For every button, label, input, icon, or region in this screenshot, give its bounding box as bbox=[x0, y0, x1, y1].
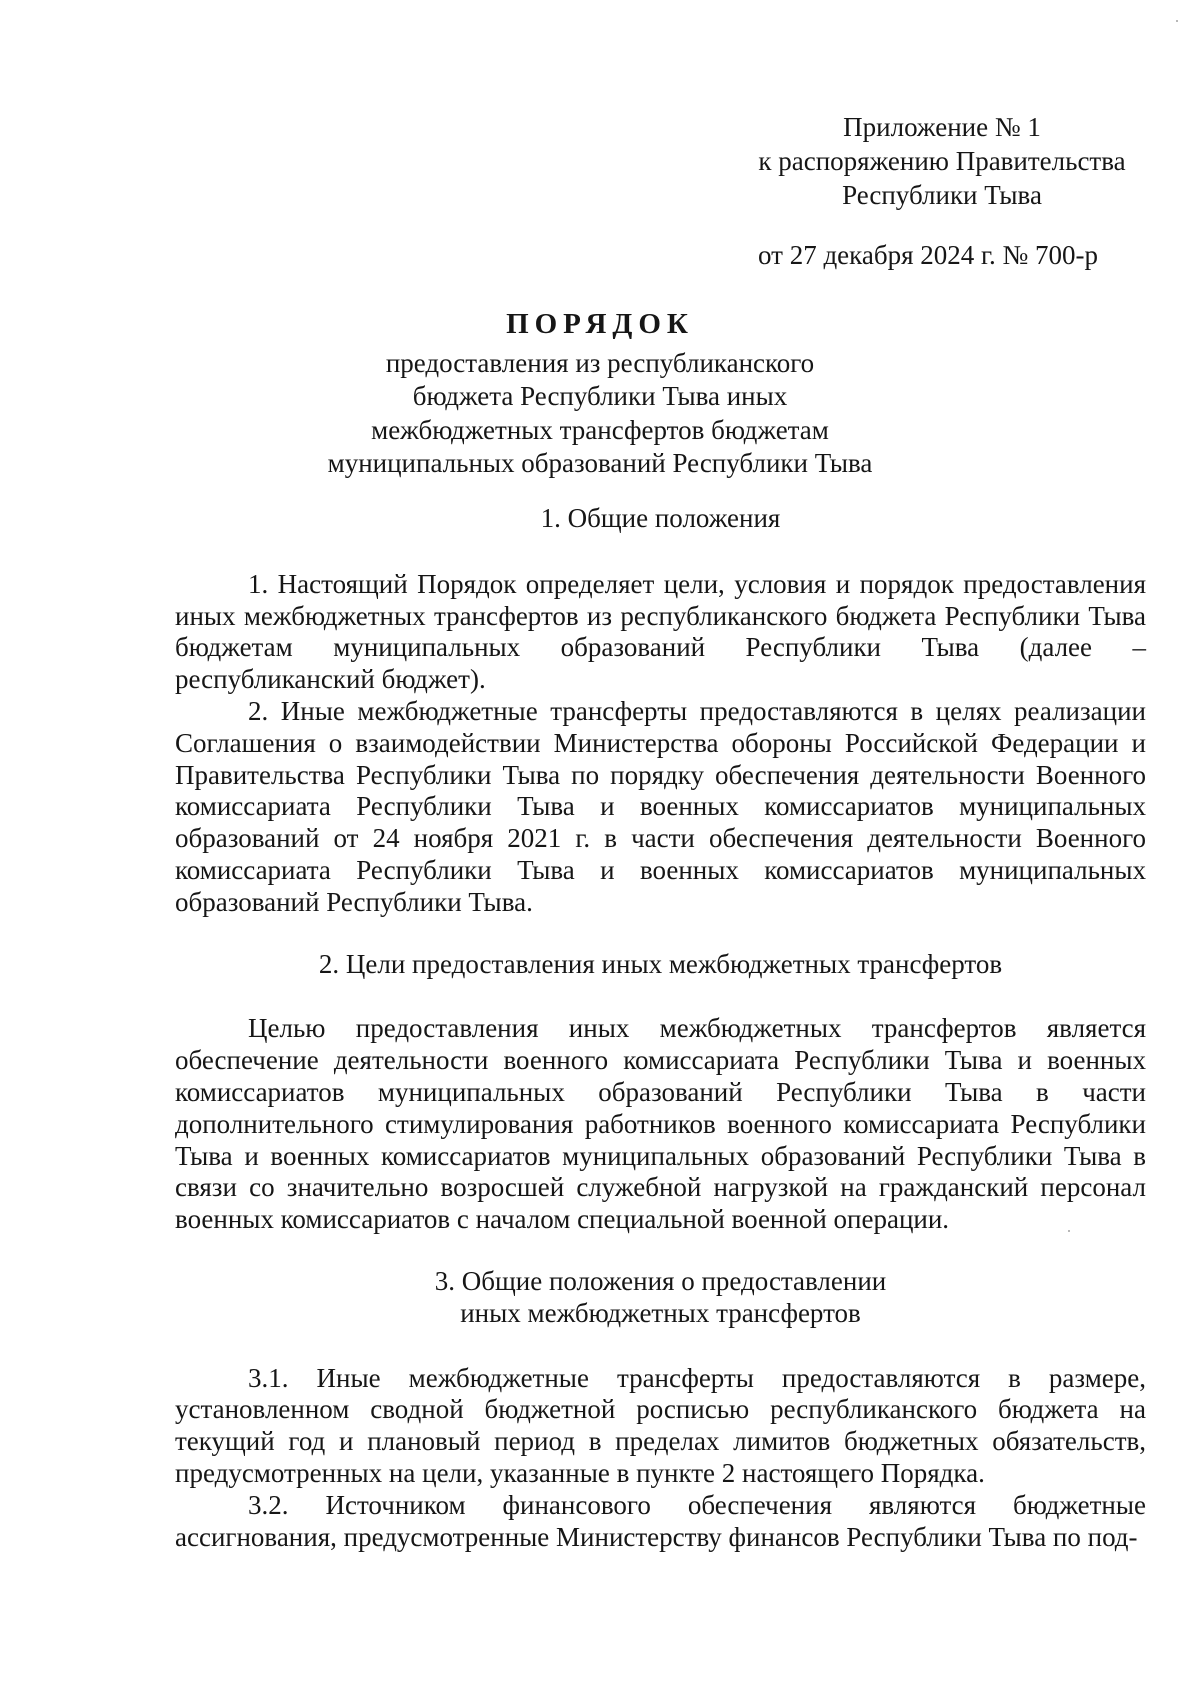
title-line: предоставления из республиканского bbox=[385, 347, 815, 378]
appendix-number: Приложение № 1 bbox=[843, 112, 1041, 142]
paragraph-1: 1. Настоящий Порядок определяет цели, условия и порядок предоставления иных межбюджетных трансфертов из республиканского бюджета Республики Тыва бюджетам муниципальных образований Республики Тыва (далее – республиканский бюджет). bbox=[175, 568, 1146, 695]
appendix-date: от 27 декабря 2024 г. № 700-р bbox=[758, 240, 1099, 270]
paragraph-2: 2. Иные межбюджетные трансферты предоставляются в целях реализации Соглашения о взаимодействии Министерства обороны Российской Федерации и Правительства Республики Тыва по порядку обеспечения деятельности Военного комиссариата Республики Тыва и военных комиссариатов муниципальных образований от 24 ноября 2021 г. в части обеспечения деятельности Военного комиссариата Республики Тыва и военных комиссариатов муниципальных образований Республики Тыва. bbox=[175, 695, 1146, 917]
scan-artifact bbox=[1176, 20, 1178, 22]
appendix-republic: Республики Тыва bbox=[842, 180, 1042, 210]
section-3-title-line: иных межбюджетных трансфертов bbox=[460, 1297, 861, 1328]
section-3-title-line: 3. Общие положения о предоставлении bbox=[434, 1265, 887, 1296]
paragraph-3-1: 3.1. Иные межбюджетные трансферты предоставляются в размере, установленном сводной бюджетной росписью республиканского бюджета на текущий год и плановый период в пределах лимитов бюджетных обязательств, предусмотренных на цели, указанные в пункте 2 настоящего Порядка. bbox=[175, 1362, 1146, 1488]
section-1-title: 1. Общие положения bbox=[540, 503, 781, 533]
title-heading: ПОРЯДОК bbox=[506, 308, 694, 340]
section-3-title bbox=[175, 1266, 1146, 1330]
appendix-reference: к распоряжению Правительства bbox=[758, 146, 1126, 176]
document-title bbox=[0, 308, 1200, 481]
paragraph-goal: Целью предоставления иных межбюджетных трансфертов является обеспечение деятельности военного комиссариата Республики Тыва и военных комиссариатов муниципальных образований Республики Тыва в части дополнительного стимулирования работников военного комиссариата Республики Тыва и военных комиссариатов муниципальных образований Республики Тыва в связи со значительно возросшей служебной нагрузкой на гражданский персонал военных комиссариатов с началом специальной военной операции. bbox=[175, 1013, 1146, 1235]
appendix-header bbox=[752, 110, 1132, 272]
document-body bbox=[175, 503, 1146, 1553]
section-2-title: 2. Цели предоставления иных межбюджетных трансфертов bbox=[318, 948, 1003, 979]
title-line: межбюджетных трансфертов бюджетам bbox=[371, 414, 829, 445]
paragraph-3-2: 3.2. Источником финансового обеспечения являются бюджетные ассигнования, предусмотренные Министерству финансов Республики Тыва по под- bbox=[175, 1489, 1146, 1552]
title-line: муниципальных образований Республики Тыва bbox=[327, 448, 873, 478]
title-line: бюджета Республики Тыва иных bbox=[412, 381, 788, 411]
